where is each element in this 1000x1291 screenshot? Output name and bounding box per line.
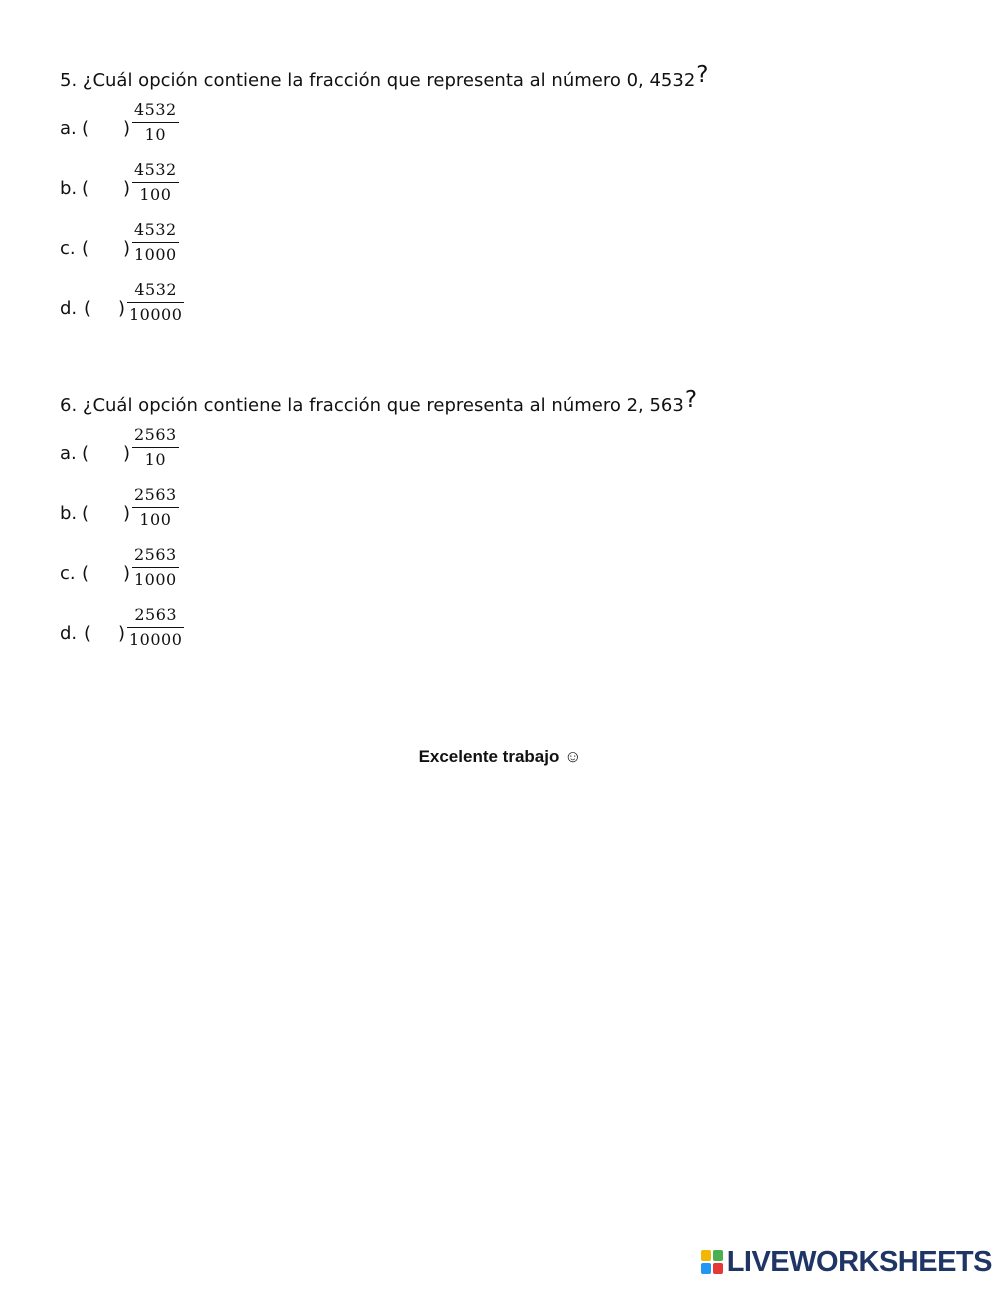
answer-blank-6a[interactable]	[90, 439, 120, 467]
numerator: 4532	[134, 100, 177, 119]
fraction-bar	[127, 627, 184, 628]
denominator: 100	[139, 185, 172, 204]
answer-blank-5c[interactable]	[90, 234, 120, 262]
numerator: 2563	[134, 605, 178, 624]
question-mark: ?	[696, 62, 709, 88]
fraction	[132, 545, 179, 590]
denominator: 10	[144, 125, 167, 144]
option-6a	[60, 425, 360, 479]
option-letter: b.	[60, 503, 78, 524]
paren-close: )	[118, 623, 126, 644]
denominator: 10000	[129, 305, 183, 324]
paren-open: (	[84, 623, 92, 644]
option-letter: a.	[60, 118, 77, 139]
paren-open: (	[82, 238, 90, 259]
fraction	[132, 100, 179, 145]
fraction-bar	[132, 242, 179, 243]
answer-blank-6c[interactable]	[90, 559, 120, 587]
denominator: 100	[139, 510, 172, 529]
option-5a	[60, 100, 360, 154]
question-mark: ?	[684, 387, 698, 413]
option-letter: c.	[60, 563, 76, 584]
fraction	[132, 160, 179, 205]
denominator: 1000	[134, 570, 177, 589]
denominator: 10000	[129, 630, 183, 649]
paren-open: (	[82, 178, 90, 199]
option-6d	[60, 605, 360, 659]
fraction	[132, 425, 179, 470]
numerator: 2563	[134, 485, 177, 504]
option-5b	[60, 160, 360, 214]
numerator: 2563	[134, 425, 177, 444]
answer-blank-6b[interactable]	[90, 499, 120, 527]
question-6-text: 6. ¿Cuál opción contiene la fracción que representa al número 2, 563	[60, 395, 684, 416]
fraction-bar	[132, 182, 179, 183]
option-6b	[60, 485, 360, 539]
paren-open: (	[82, 443, 90, 464]
option-letter: d.	[60, 298, 78, 319]
paren-close: )	[123, 563, 131, 584]
closing-message: Excelente trabajo ☺	[418, 747, 582, 766]
answer-blank-5d[interactable]	[90, 294, 120, 322]
option-letter: d.	[60, 623, 78, 644]
fraction	[132, 485, 179, 530]
paren-close: )	[123, 178, 131, 199]
logo-block-l	[701, 1250, 711, 1261]
fraction-bar	[132, 567, 179, 568]
answer-blank-6d[interactable]	[90, 619, 120, 647]
logo-block-e	[713, 1263, 723, 1274]
paren-close: )	[123, 443, 131, 464]
option-5d	[60, 280, 360, 334]
logo-block-i	[713, 1250, 723, 1261]
question-5	[60, 62, 709, 92]
fraction-bar	[127, 302, 184, 303]
denominator: 1000	[134, 245, 177, 264]
fraction	[127, 605, 184, 650]
option-letter: c.	[60, 238, 76, 259]
paren-open: (	[84, 298, 92, 319]
fraction-bar	[132, 507, 179, 508]
question-6	[60, 387, 698, 417]
option-6c	[60, 545, 360, 599]
paren-open: (	[82, 563, 90, 584]
paren-open: (	[82, 503, 90, 524]
answer-blank-5b[interactable]	[90, 174, 120, 202]
paren-close: )	[118, 298, 126, 319]
fraction-bar	[132, 447, 179, 448]
denominator: 10	[144, 450, 167, 469]
option-5c	[60, 220, 360, 274]
liveworksheets-logo	[701, 1247, 992, 1277]
paren-open: (	[82, 118, 90, 139]
numerator: 2563	[134, 545, 177, 564]
answer-blank-5a[interactable]	[90, 114, 120, 142]
question-5-text: 5. ¿Cuál opción contiene la fracción que representa al número 0, 4532	[60, 70, 696, 91]
fraction-bar	[132, 122, 179, 123]
logo-text: LIVEWORKSHEETS	[726, 1246, 992, 1278]
fraction	[127, 280, 184, 325]
option-letter: a.	[60, 443, 77, 464]
paren-close: )	[123, 118, 131, 139]
numerator: 4532	[134, 220, 177, 239]
numerator: 4532	[134, 160, 177, 179]
fraction	[132, 220, 179, 265]
logo-blocks-icon	[701, 1250, 723, 1274]
option-letter: b.	[60, 178, 78, 199]
logo-block-v	[701, 1263, 711, 1274]
paren-close: )	[123, 503, 131, 524]
paren-close: )	[123, 238, 131, 259]
numerator: 4532	[134, 280, 178, 299]
